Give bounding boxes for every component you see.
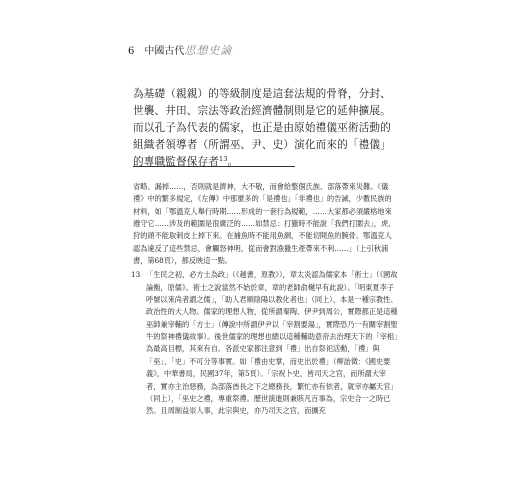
footnote-ref-13[interactable]: 13: [218, 155, 228, 163]
book-title-stylized: 思想史論: [184, 44, 233, 57]
footnotes: [133, 181, 398, 418]
footnote-13-number: 13: [131, 270, 141, 280]
running-header: [128, 42, 232, 58]
book-title-plain: 中國古代: [144, 46, 185, 57]
page-number: 6: [128, 46, 135, 57]
body-paragraph-end: 。: [227, 156, 239, 168]
footnote-divider: [133, 166, 295, 167]
book-title: [144, 42, 232, 58]
main-text: [133, 86, 398, 171]
body-paragraph-text: 為基礎（親親）的等級制度是這套法規的骨脊，分封、世襲、井田、宗法等政治經濟體制則是它的延伸擴展。而以孔子為代表的儒家，也正是由原始禮儀巫術活動的組織者領導者（所謂巫、尹、史）演化而來的「禮儀」的專職監督保存者: [133, 88, 391, 168]
footnote-13-text: 「生民之初，必方士為政」（《越書，原教》），章太炎認為儒家本「術士」（《國故論衡，原儒》。術士之說當然不始於章，章的老師俞樾早有此說）。「明東夏李子呼號以來尚者謂之儒」，「助人君順陰陽以教化者也」（同上），本是一種宗教性、政治性的大人物。儒家的理想人物，從所謂秦陶、伊尹到周公，實際都正是這種巫師兼宰輔的「方士」（傳說中所謂伊尹以「宰割要湯」，實際恐乃一有關宰割聖牛的祭神禮儀故事）。後世儒家的理想也總以這種輔助意帝去治理天下的「宰相」為最高目標，其來有自。各派史家都注意到「禮」出自祭祀活動，「禮」與「巫」、「史」不可分等事實。如「禮由史掌，而史出於禮」（柳詒徵：《國史要義》，中華書局，民國37年，第5頁）。「宗祝卜史，皆司天之官，而所謂大宰者，實亦主治惡務，為部落酋長之下之總務長，繁忙亦有依者，就宰亦屬天官」（同上），「巫史之禮，專重祭禮。歷世演進則兼賅凡百事為，宗史合一之時已然。且周制益崇人事，此宗與史，亦乃司天之官，而擴充: [146, 270, 398, 416]
body-paragraph: [133, 86, 398, 171]
footnote-13: [133, 269, 398, 417]
footnote-continuation: 省略、漏掉……，否則就是濟神，大不敬，而會給整個氏族、部落帶來災難。《儀禮》中的繁多規定，《左傳》中那麼多的「是禮也」「非禮也」的告誡，少數民族的材料，如「鄂溫克人舉行時期……形成的一套行為規範，……大家都必須嚴格地來遵守它……涉及的範圍是很廣泛的……如禁忌：打獵時不能說「我們打圍去」，虎、狩的頭不能取刺皮上掉下來。在捕魚時不能用魚網，不能切開魚的腕骨。鄂溫克人認為違反了這些禁忌，會觸怒神明，從而會對漁獵生產帶來不利……」（上引秋浦書，第68頁），都反映這一點。: [133, 182, 396, 266]
